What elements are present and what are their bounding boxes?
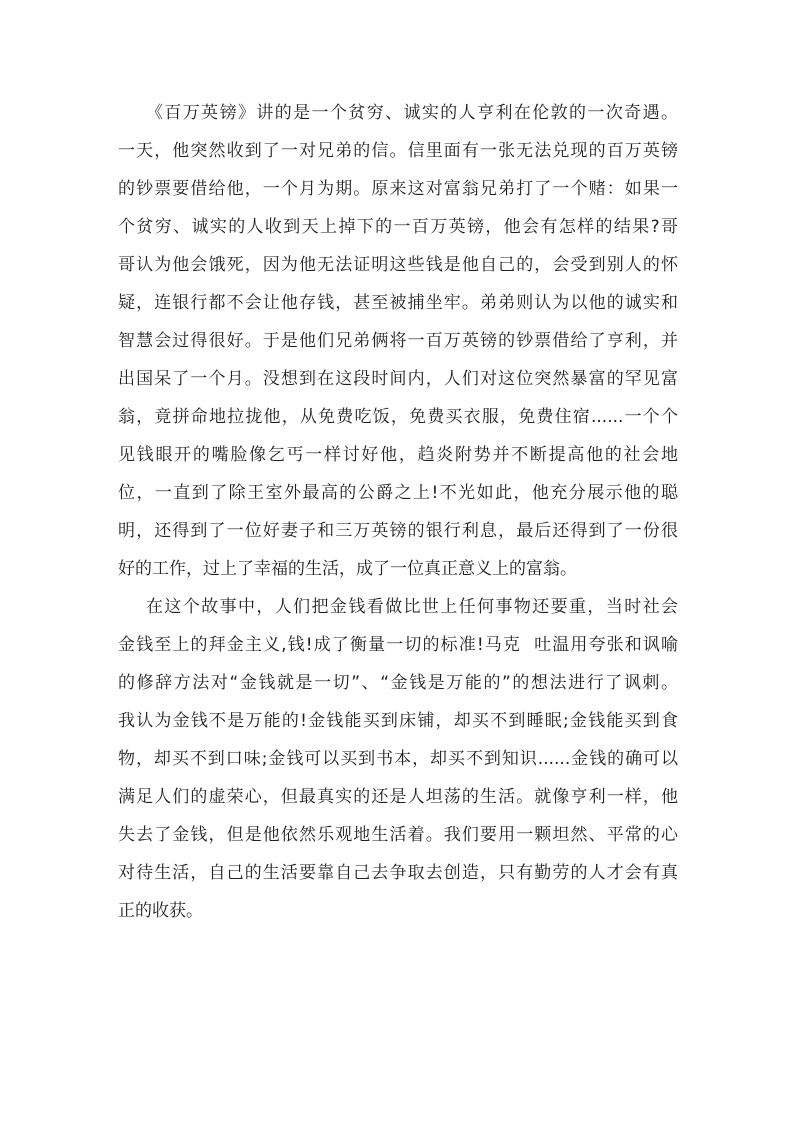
text-line: 智慧会过得很好。于是他们兄弟俩将一百万英镑的钞票借给了亨利，并 xyxy=(118,331,678,351)
text-line: 出国呆了一个月。没想到在这段时间内，人们对这位突然暴富的罕见富 xyxy=(118,369,678,389)
text-line: 正的收获。 xyxy=(118,901,203,921)
text-line: 的修辞方法对“金钱就是一切”、“金钱是万能的”的想法进行了讽刺。 xyxy=(118,673,678,693)
text-line: 一天，他突然收到了一对兄弟的信。信里面有一张无法兑现的百万英镑 xyxy=(118,141,678,161)
text-line: 明，还得到了一位好妻子和三万英镑的银行利息，最后还得到了一份很 xyxy=(118,521,678,541)
text-line: 疑，连银行都不会让他存钱，甚至被捕坐牢。弟弟则认为以他的诚实和 xyxy=(118,293,678,313)
text-line: 金钱至上的拜金主义,钱!成了衡量一切的标准!马克 吐温用夸张和讽喻 xyxy=(118,635,678,655)
text-line: 《百万英镑》讲的是一个贫穷、诚实的人亨利在伦敦的一次奇遇。 xyxy=(146,103,678,123)
text-line: 哥认为他会饿死，因为他无法证明这些钱是他自己的，会受到别人的怀 xyxy=(118,255,678,275)
text-line: 好的工作，过上了幸福的生活，成了一位真正意义上的富翁。 xyxy=(118,559,577,579)
text-line: 对待生活，自己的生活要靠自己去争取去创造，只有勤劳的人才会有真 xyxy=(118,863,678,883)
text-line: 位，一直到了除王室外最高的公爵之上!不光如此，他充分展示他的聪 xyxy=(118,483,678,503)
text-line: 物，却买不到口味;金钱可以买到书本，却买不到知识......金钱的确可以 xyxy=(118,749,678,769)
document-body xyxy=(118,94,678,930)
text-line: 失去了金钱，但是他依然乐观地生活着。我们要用一颗坦然、平常的心 xyxy=(118,825,678,845)
text-line: 个贫穷、诚实的人收到天上掉下的一百万英镑，他会有怎样的结果?哥 xyxy=(118,217,678,237)
text-line: 的钞票要借给他，一个月为期。原来这对富翁兄弟打了一个赌：如果一 xyxy=(118,179,678,199)
text-line: 在这个故事中，人们把金钱看做比世上任何事物还要重，当时社会 xyxy=(146,597,678,617)
text-line: 满足人们的虚荣心，但最真实的还是人坦荡的生活。就像亨利一样，他 xyxy=(118,787,678,807)
paragraph-2 xyxy=(118,588,678,930)
text-line: 翁，竟拼命地拉拢他，从免费吃饭，免费买衣服，免费住宿......一个个 xyxy=(118,407,678,427)
text-line: 见钱眼开的嘴脸像乞丐一样讨好他，趋炎附势并不断提高他的社会地 xyxy=(118,445,678,465)
text-line: 我认为金钱不是万能的!金钱能买到床铺，却买不到睡眠;金钱能买到食 xyxy=(118,711,678,731)
paragraph-1 xyxy=(118,94,678,588)
